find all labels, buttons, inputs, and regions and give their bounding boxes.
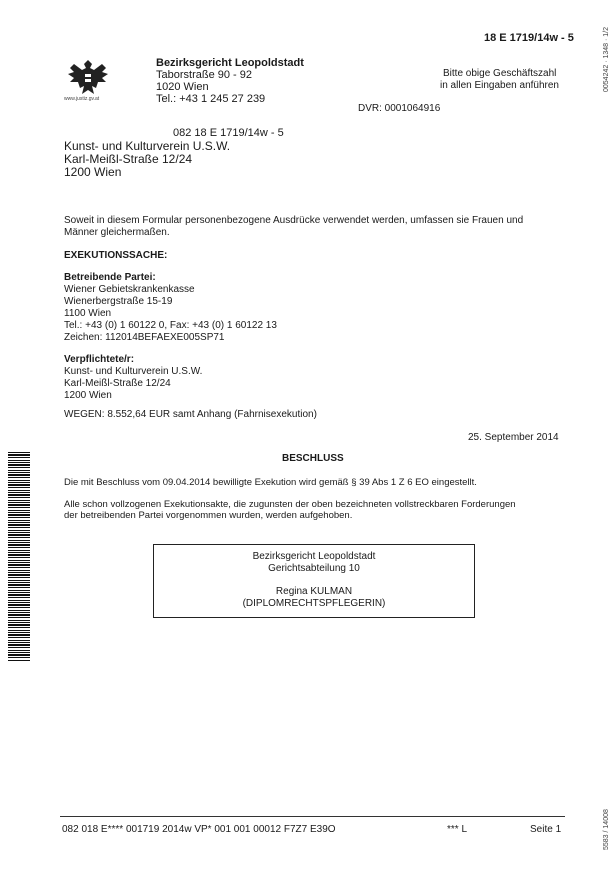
signature-title: (DIPLOMRECHTSPFLEGERIN) <box>242 598 386 609</box>
decision-line2: Alle schon vollzogenen Exekutionsakte, die zugunsten der oben bezeichneten vollstreckbaren Forderungen <box>64 499 516 510</box>
creditor-phone: Tel.: +43 (0) 1 60122 0, Fax: +43 (0) 1 60122 13 <box>64 320 277 331</box>
barcode <box>8 452 30 662</box>
decision-line3: der betreibenden Partei vorgenommen wurden, werden aufgehoben. <box>64 510 353 521</box>
creditor-city: 1100 Wien <box>64 308 112 319</box>
case-number-top: 18 E 1719/14w - 5 <box>484 32 574 44</box>
intro-line1: Soweit in diesem Formular personenbezogene Ausdrücke verwendet werden, umfassen sie Frauen und <box>64 215 524 226</box>
decision-date: 25. September 2014 <box>468 432 559 443</box>
margin-code-top: 0054242 · 1348 · 1/2 <box>603 27 610 92</box>
recipient-city: 1200 Wien <box>64 165 122 179</box>
footer-stars: *** L <box>447 824 468 835</box>
signature-department: Gerichtsabteilung 10 <box>268 563 360 574</box>
footer-divider <box>60 816 565 817</box>
page-number: Seite 1 <box>530 824 562 835</box>
citation-note-line1: Bitte obige Geschäftszahl <box>443 68 557 79</box>
recipient-name: Kunst- und Kulturverein U.S.W. <box>64 139 231 153</box>
court-address-line1: Taborstraße 90 - 92 <box>156 69 252 81</box>
debtor-label: Verpflichtete/r: <box>64 354 135 365</box>
signature-name: Regina KULMAN <box>275 586 353 597</box>
creditor-street: Wienerbergstraße 15-19 <box>64 296 173 307</box>
regarding-line: WEGEN: 8.552,64 EUR samt Anhang (Fahrnisexekution) <box>64 409 317 420</box>
court-phone: Tel.: +43 1 245 27 239 <box>156 93 266 105</box>
logo-url: www.justiz.gv.at <box>64 96 100 102</box>
signature-box <box>153 544 475 618</box>
creditor-label: Betreibende Partei: <box>64 272 156 283</box>
debtor-street: Karl-Meißl-Straße 12/24 <box>64 378 171 389</box>
creditor-name: Wiener Gebietskrankenkasse <box>64 284 195 295</box>
dvr-number: DVR: 0001064916 <box>358 103 441 114</box>
recipient-street: Karl-Meißl-Straße 12/24 <box>64 152 193 166</box>
court-name: Bezirksgericht Leopoldstadt <box>156 57 304 69</box>
signature-court: Bezirksgericht Leopoldstadt <box>252 551 376 562</box>
recipient-ref: 082 18 E 1719/14w - 5 <box>173 127 284 139</box>
citation-note-line2: in allen Eingaben anführen <box>440 80 559 91</box>
court-address-line2: 1020 Wien <box>156 81 209 93</box>
section-title: EXEKUTIONSSACHE: <box>64 250 168 261</box>
decision-title: BESCHLUSS <box>282 453 344 464</box>
intro-line2: Männer gleichermaßen. <box>64 227 170 238</box>
debtor-name: Kunst- und Kulturverein U.S.W. <box>64 366 203 377</box>
margin-code-bottom: 5583 / 14008 <box>603 809 610 850</box>
creditor-reference: Zeichen: 112014BEFAEXE005SP71 <box>64 332 225 343</box>
debtor-city: 1200 Wien <box>64 390 112 401</box>
footer-code: 082 018 E**** 001719 2014w VP* 001 001 00012 F7Z7 E39O <box>62 824 336 835</box>
decision-line1: Die mit Beschluss vom 09.04.2014 bewilligte Exekution wird gemäß § 39 Abs 1 Z 6 EO eingestellt. <box>64 477 477 488</box>
